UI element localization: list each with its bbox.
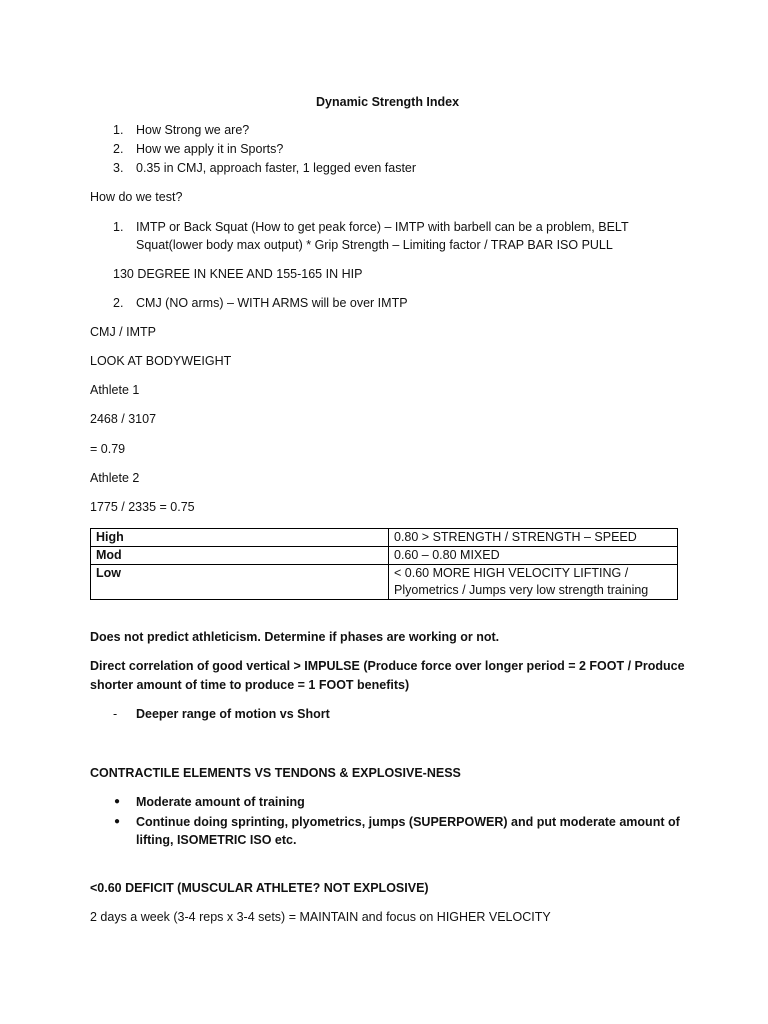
- athlete-1-calc: 2468 / 3107: [90, 412, 157, 426]
- test-item-line: Squat(lower body max output) * Grip Strength – Limiting factor / TRAP BAR ISO PULL: [136, 238, 613, 252]
- list-number: 3.: [113, 161, 124, 175]
- range-text: 0.60 – 0.80 MIXED: [394, 548, 500, 562]
- maintain-note: 2 days a week (3-4 reps x 3-4 sets) = MAINTAIN and focus on HIGHER VELOCITY: [90, 910, 551, 924]
- list-number: 2.: [113, 296, 124, 310]
- list-number: 2.: [113, 142, 124, 156]
- athlete-2-label: Athlete 2: [90, 471, 140, 485]
- page-title: Dynamic Strength Index: [316, 95, 460, 109]
- level-cell: Low: [91, 565, 389, 600]
- bodyweight-note: LOOK AT BODYWEIGHT: [90, 354, 232, 368]
- range-text: 0.80 > STRENGTH / STRENGTH – SPEED: [394, 530, 637, 544]
- degree-note: 130 DEGREE IN KNEE AND 155-165 IN HIP: [113, 267, 363, 281]
- athlete-1-label: Athlete 1: [90, 383, 140, 397]
- correlation-line: shorter amount of time to produce = 1 FOOT benefits): [90, 678, 410, 692]
- how-test-heading: How do we test?: [90, 190, 183, 204]
- dash-item: Deeper range of motion vs Short: [136, 707, 330, 721]
- dsi-table: [90, 528, 678, 600]
- list-item: How we apply it in Sports?: [136, 142, 284, 156]
- predict-note: Does not predict athleticism. Determine if phases are working or not.: [90, 630, 500, 644]
- test-item-line: CMJ (NO arms) – WITH ARMS will be over IMTP: [136, 296, 408, 310]
- level-cell: High: [91, 529, 389, 547]
- test-item-line: IMTP or Back Squat (How to get peak force) – IMTP with barbell can be a problem, BELT: [136, 220, 629, 234]
- correlation-line: Direct correlation of good vertical > IMPULSE (Produce force over longer period = 2 FOOT / Produce: [90, 659, 685, 673]
- range-text: Plyometrics / Jumps very low strength training: [394, 583, 649, 597]
- list-number: 1.: [113, 220, 124, 234]
- range-text: < 0.60 MORE HIGH VELOCITY LIFTING /: [394, 566, 629, 580]
- bullet-item: Moderate amount of training: [136, 795, 305, 809]
- list-item: 0.35 in CMJ, approach faster, 1 legged even faster: [136, 161, 417, 175]
- deficit-heading: <0.60 DEFICIT (MUSCULAR ATHLETE? NOT EXPLOSIVE): [90, 881, 429, 895]
- list-number: 1.: [113, 123, 124, 137]
- range-cell: [389, 529, 678, 547]
- range-cell: [389, 565, 678, 600]
- level-cell: Mod: [91, 547, 389, 565]
- contractile-heading: CONTRACTILE ELEMENTS VS TENDONS & EXPLOSIVE-NESS: [90, 766, 461, 780]
- bullet-marker: ●: [114, 816, 121, 827]
- ratio-label: CMJ / IMTP: [90, 325, 156, 339]
- bullet-item: lifting, ISOMETRIC ISO etc.: [136, 833, 297, 847]
- table-row: [91, 565, 678, 600]
- athlete-1-result: = 0.79: [90, 442, 126, 456]
- table-row: [91, 529, 678, 547]
- dash-marker: -: [113, 707, 118, 721]
- range-cell: [389, 547, 678, 565]
- table-row: [91, 547, 678, 565]
- bullet-marker: ●: [114, 796, 121, 807]
- bullet-item: Continue doing sprinting, plyometrics, jumps (SUPERPOWER) and put moderate amount of: [136, 815, 680, 829]
- list-item: How Strong we are?: [136, 123, 250, 137]
- athlete-2-calc: 1775 / 2335 = 0.75: [90, 500, 195, 514]
